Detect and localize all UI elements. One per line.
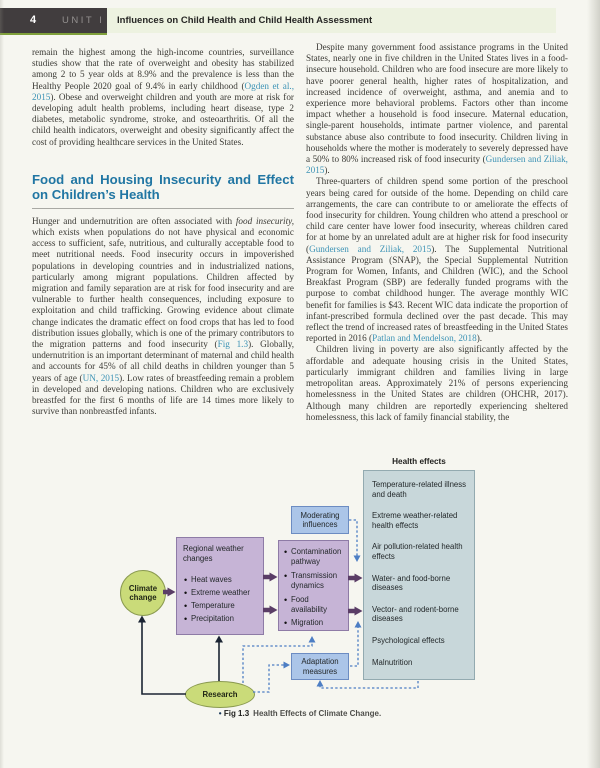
pathway-item: • Transmission dynamics xyxy=(283,571,346,592)
health-effect-item: Extreme weather-related health effects xyxy=(372,511,458,530)
research-node: Research xyxy=(185,681,255,708)
paragraph xyxy=(306,176,568,344)
unit-label: UNIT I xyxy=(62,15,105,26)
adaptation-measures-box: Adaptation measures xyxy=(291,653,349,680)
regional-weather-item: • Temperature xyxy=(183,601,260,611)
italic-text: food insecurity, xyxy=(235,215,294,226)
page-edge-left xyxy=(0,0,4,768)
health-effects-title: Health effects xyxy=(392,457,446,466)
left-column xyxy=(32,42,294,417)
text-segment: remain the highest among the high-income countries, surveillance studies show that the rate of overweight and obesity has stabilized among 2 to 5 year olds at 8.9% and the prevalence is less than the Healthy People 2020 goal of 9.4% in early childhood ( xyxy=(32,47,294,91)
regional-weather-list xyxy=(183,575,260,624)
bold-text: Fig 1.3 xyxy=(223,709,250,718)
text-segment: Despite many government food assistance programs in the United States, nearly one in five children in the United States lives in a food-insecure household. Children who are food insecure are more likely to have poorer general health, higher rates of hospitalization, and increased incidence of overweight, asthma, and anemia and to experience more behavioral problems. Factors other than income impact whether a household is food insecure. Maternal education, single-parent households, intimate partner violence, and parental substance abuse also contribute to food insecurity. Children living in households where the mother is moderately to severely depressed have a 50% to 80% increased risk of food insecurity ( xyxy=(306,42,568,165)
right-column xyxy=(306,42,568,423)
climate-change-node: Climate change xyxy=(120,570,166,616)
health-effect-item: Psychological effects xyxy=(372,635,445,645)
header-underline xyxy=(0,33,107,35)
reference-link[interactable]: Ogden et al., 2015 xyxy=(32,80,294,102)
text-segment: Hunger and undernutrition are often associated with xyxy=(32,215,236,226)
regional-weather-item: • Extreme weather xyxy=(183,588,260,598)
heading-rule xyxy=(32,208,294,209)
regional-weather-item: • Heat waves xyxy=(183,575,260,585)
pathway-item: • Contamination pathway xyxy=(283,547,346,568)
pathway-item: • Migration xyxy=(283,618,346,628)
pathway-list xyxy=(283,547,346,629)
page-number: 4 xyxy=(30,14,37,26)
text-segment: ). xyxy=(476,333,483,344)
paragraph xyxy=(306,42,568,176)
figure-caption xyxy=(170,709,430,718)
text-segment: ). Obese and overweight children and youth are more at risk for developing adult health problems, including heart disease, type 2 diabetes, metabolic syndrome, stroke, and osteoarthritis. Of all the child health indicators, overweight and obesity significantly affect the cost of providing healthcare services in the United States. xyxy=(32,91,294,147)
regional-weather-item: • Precipitation xyxy=(183,614,260,624)
text-segment: ). Globally, undernutrition is an important determinant of maternal and child health and accounts for 45% of all child deaths in children younger than 5 years of age ( xyxy=(32,339,294,383)
health-effect-item: Vector- and rodent-borne diseases xyxy=(372,604,459,624)
reference-link[interactable]: Fig 1.3 xyxy=(217,339,249,350)
regional-weather-box xyxy=(176,537,264,635)
section-heading: Food and Housing Insecurity and Effect on Children’s Health xyxy=(32,171,294,203)
text-segment: Children living in poverty are also significantly affected by the affordable and adequate housing crisis in the United States, particularly immigrant children and families living in large metropolitan areas. Approximately 21% of persons experiencing homelessness in the United States are children (OHCHR, 2017). Although many children are reportedly experiencing sheltered homelessness, this lack of family financial stability, the xyxy=(306,344,568,422)
text-segment: Three-quarters of children spend some portion of the preschool years being cared for outside of the home. Depending on child care arrangements, the care can contribute to or ameliorate the effects of food insecurity for children. Young children who attend a preschool or child care center have lower food insecurity, whereas children cared for at home by an unrelated adult are at higher risk for food insecurity ( xyxy=(306,176,568,254)
reference-link[interactable]: UN, 2015 xyxy=(82,372,120,383)
text-segment: ). Low rates of breastfeeding remain a problem in developed and developing nations. Children who are exclusively breastfed for the first 6 months of life are 14 times more likely to survive than nonbreastfed infants. xyxy=(32,372,294,417)
health-effects-box xyxy=(363,470,475,680)
text-segment: which exists when populations do not have physical and economic access to sufficient, safe, nutritious, and culturally acceptable food to meet nutritional needs. Food insecurity occurs in impoverished populations in developing countries and in industrialized nations, particularly among migrant populations. Children affected by migration and family separation are at risk for food insecurity and are vulnerable to further health consequences, including exposure to exploitation and child trafficking. Growing evidence about climate change indicates the dramatic effect on food crops that has led to food distribution issues globally, which is one of the primary contributors to the migration patterns and food insecurity ( xyxy=(32,227,294,350)
text-segment: Health Effects of Climate Change. xyxy=(249,709,382,718)
reference-link[interactable]: Gundersen and Ziliak, 2015 xyxy=(306,154,568,176)
regional-weather-title: Regional weather changes xyxy=(183,544,244,563)
page-edge-right xyxy=(587,0,600,768)
health-effect-item: Air pollution-related health effects xyxy=(372,542,463,561)
text-segment: ). The Supplemental Nutritional Assistance Program (SNAP), the Special Supplemental Nutrition Program for Women, Infants, and Children (WIC), and the School Breakfast Program (SBP) are federally funded programs with the purpose to combat childhood hunger. The average monthly WIC benefit for families is $43. Recent WIC data indicate the proportion of infant-prescribed formula declined over the past decade. This may reflect the trend of increased rates of breastfeeding in the United States reported in 2016 ( xyxy=(306,243,568,344)
unit-badge xyxy=(0,8,107,33)
paragraph xyxy=(32,211,294,418)
reference-link[interactable]: Patlan and Mendelson, 2018 xyxy=(372,333,477,344)
paragraph xyxy=(306,344,568,422)
health-effect-item: Water- and food-borne diseases xyxy=(372,573,451,593)
health-effect-item: Temperature-related illness and death xyxy=(372,480,467,499)
page-header xyxy=(0,8,556,33)
caption-bullet-icon: • xyxy=(218,709,224,718)
pathway-box xyxy=(278,540,349,631)
health-effect-item: Malnutrition xyxy=(372,657,413,667)
moderating-influences-box: Moderating influences xyxy=(291,506,349,534)
text-segment: ). xyxy=(324,165,330,176)
reference-link[interactable]: Gundersen and Ziliak, 2015 xyxy=(309,243,432,254)
paragraph xyxy=(32,42,294,148)
pathway-item: • Food availability xyxy=(283,595,346,616)
chapter-title: Influences on Child Health and Child Health Assessment xyxy=(117,15,373,26)
